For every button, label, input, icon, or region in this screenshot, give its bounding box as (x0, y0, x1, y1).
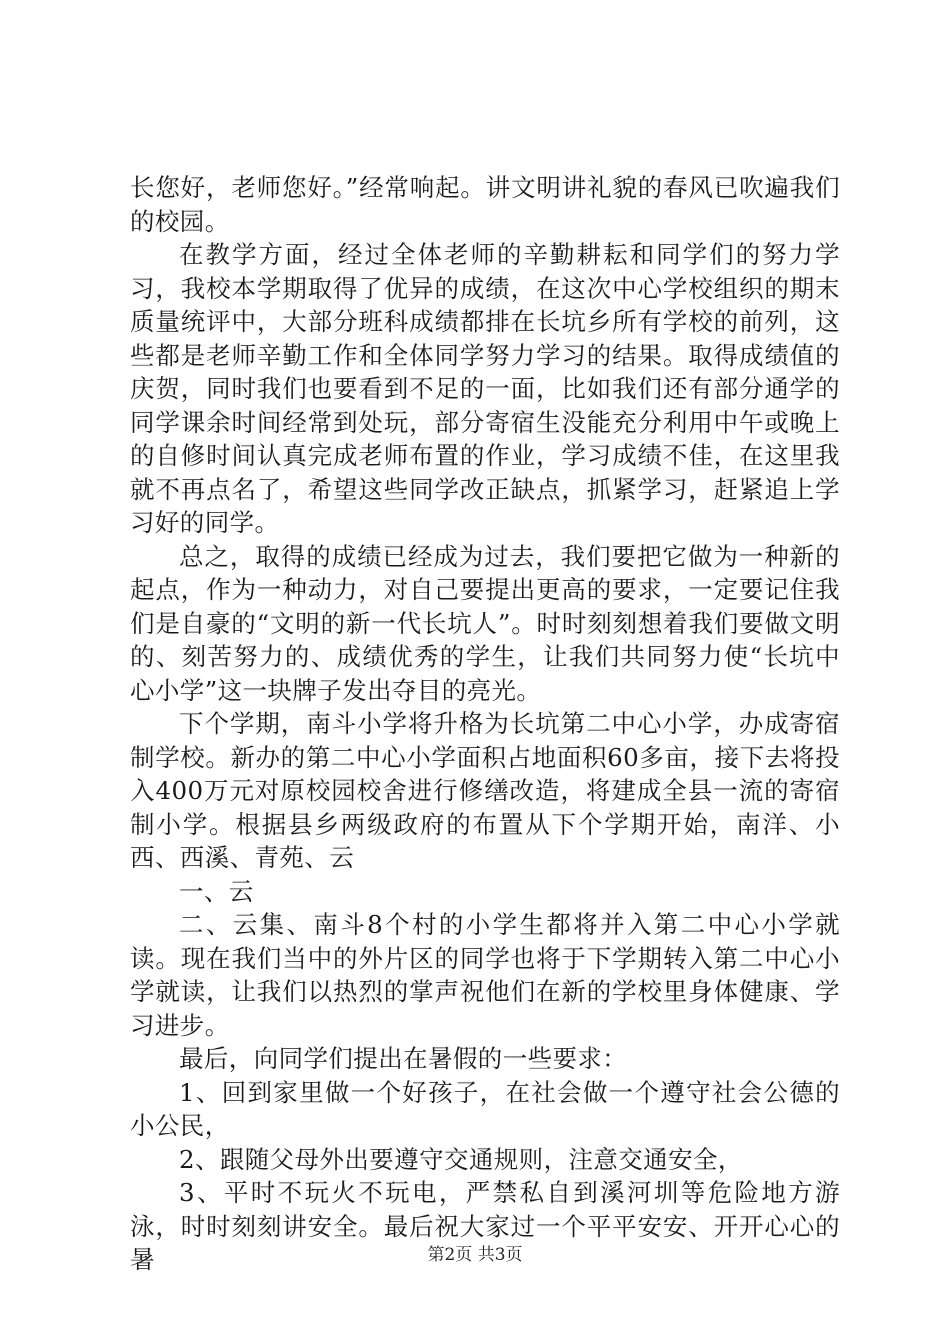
document-body (130, 171, 840, 1277)
page-number-footer: 第2页 共3页 (427, 1245, 523, 1265)
paragraph-list-two: 二、云集、南斗8个村的小学生都将并入第二中心小学就读。现在我们当中的外片区的同学也将于下学期转入第二中心小学就读，让我们以热烈的掌声祝他们在新的学校里身体健康、学习进步。 (130, 910, 840, 1040)
paragraph-requirement-1: 1、回到家里做一个好孩子，在社会做一个遵守社会公德的小公民， (130, 1077, 840, 1140)
paragraph-greeting-continuation: 长您好，老师您好。”经常响起。讲文明讲礼貌的春风已吹遍我们的校园。 (130, 173, 840, 236)
paragraph-next-semester: 下个学期，南斗小学将升格为长坑第二中心小学，办成寄宿制学校。新办的第二中心小学面积占地面积60多亩，接下去将投入400万元对原校园校舍进行修缮改造，将建成全县一流的寄宿制小学。根据县乡两级政府的布置从下个学期开始，南洋、小西、西溪、青苑、云 (130, 709, 840, 872)
paragraph-requirement-2: 2、跟随父母外出要遵守交通规则，注意交通安全， (179, 1144, 743, 1174)
paragraph-summary: 总之，取得的成绩已经成为过去，我们要把它做为一种新的起点，作为一种动力，对自己要提出更高的要求，一定要记住我们是自豪的“文明的新一代长坑人”。时时刻刻想着我们要做文明的、刻苦努力的、成绩优秀的学生，让我们共同努力使“长坑中心小学”这一块牌子发出夺目的亮光。 (130, 541, 840, 705)
paragraph-teaching: 在教学方面，经过全体老师的辛勤耕耘和同学们的努力学习，我校本学期取得了优异的成绩，在这次中心学校组织的期末质量统评中，大部分班科成绩都排在长坑乡所有学校的前列，这些都是老师辛勤工作和全体同学努力学习的结果。取得成绩值的庆贺，同时我们也要看到不足的一面，比如我们还有部分通学的同学课余时间经常到处玩，部分寄宿生没能充分利用中午或晚上的自修时间认真完成老师布置的作业，学习成绩不佳，在这里我就不再点名了，希望这些同学改正缺点，抓紧学习，赶紧追上学习好的同学。 (130, 240, 840, 537)
paragraph-list-one: 一、云 (179, 876, 254, 906)
paragraph-requirements-intro: 最后，向同学们提出在暑假的一些要求： (179, 1044, 628, 1073)
paragraph-requirement-3: 3、平时不玩火不玩电，严禁私自到溪河圳等危险地方游泳，时时刻刻讲安全。最后祝大家过一个平平安安、开开心心的暑 (130, 1178, 840, 1274)
